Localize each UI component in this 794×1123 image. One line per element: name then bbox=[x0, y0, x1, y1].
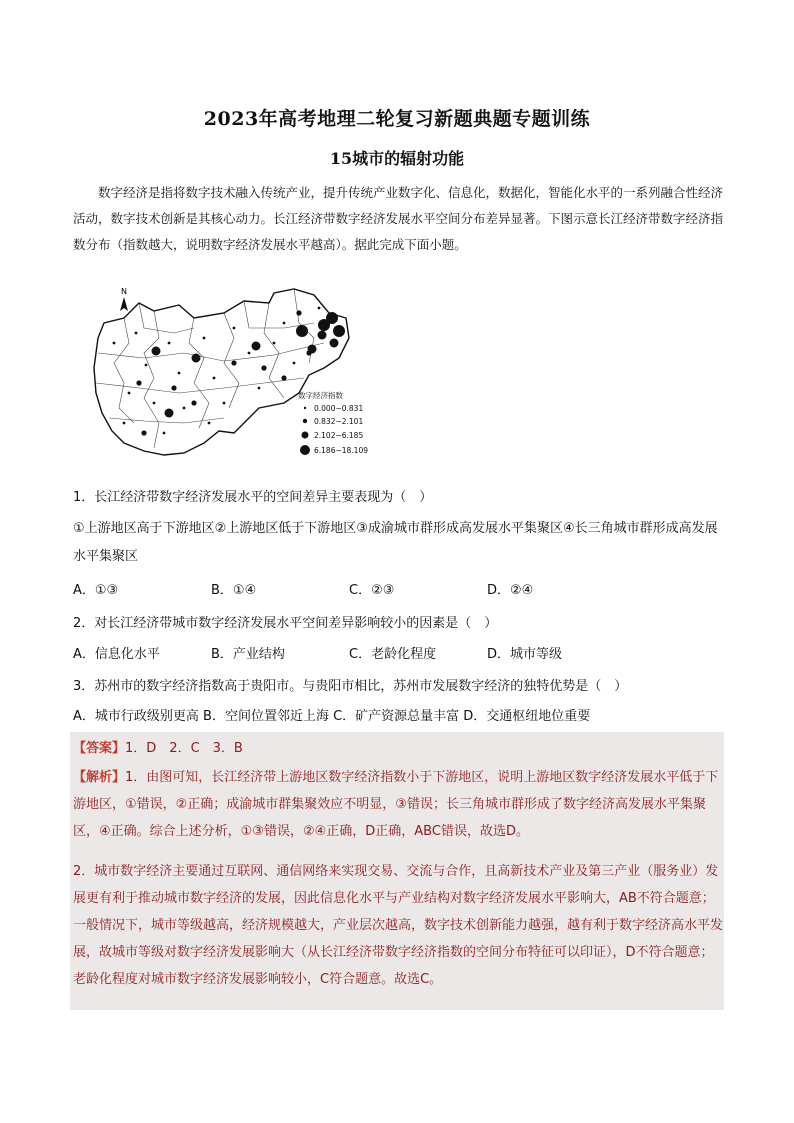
svg-text:0.832~2.101: 0.832~2.101 bbox=[314, 417, 364, 426]
intro-paragraph: 数字经济是指将数字技术融入传统产业，提升传统产业数字化、信息化，数据化，智能化水平的一系列融合性经济活动，数字技术创新是其核心动力。长江经济带数字经济发展水平空间分布差异显著。下图示意长江经济带数字经济指数分布（指数越大，说明数字经济发展水平越高）。据此完成下面小题。 bbox=[73, 185, 724, 252]
svg-text:N: N bbox=[121, 287, 127, 296]
question-3-stem: 3．苏州市的数字经济指数高于贵阳市。与贵阳市相比，苏州市发展数字经济的独特优势是（ ） bbox=[73, 679, 628, 694]
map-legend bbox=[298, 390, 368, 455]
question-2-stem: 2．对长江经济带城市数字经济发展水平空间差异影响较小的因素是（ ） bbox=[73, 616, 498, 631]
question-1-options bbox=[73, 579, 723, 598]
svg-text:0.000~0.831: 0.000~0.831 bbox=[314, 404, 364, 413]
question-1-stem: 1．长江经济带数字经济发展水平的空间差异主要表现为（ ） bbox=[73, 490, 433, 505]
legend-title: 数字经济指数 bbox=[298, 391, 343, 400]
option-b: B．①④ bbox=[211, 583, 257, 598]
yangtze-economic-belt-map bbox=[84, 283, 380, 473]
analysis-paragraph-1: 【解析】1．由图可知，长江经济带上游地区数字经济指数小于下游地区，说明上游地区数字经济发展水平低于下游地区，①错误，②正确；成渝城市群集聚效应不明显，③错误；长三角城市群形成了数字经济高发展水平集聚区，④正确。综合上述分析，①③错误，②④正确，D正确，ABC错误，故选D。 bbox=[73, 770, 719, 839]
answer-text: 1．D 2．C 3．B bbox=[125, 741, 243, 756]
option-b: B．产业结构 bbox=[211, 647, 285, 662]
analysis-tag: 【解析】 bbox=[73, 770, 126, 785]
answer-tag: 【答案】 bbox=[73, 741, 126, 756]
option-c: C．老龄化程度 bbox=[349, 647, 437, 662]
answer-line bbox=[73, 735, 723, 762]
analysis-paragraph-2: 2．城市数字经济主要通过互联网、通信网络来实现交易、交流与合作，且高新技术产业及第三产业（服务业）发展更有利于推动城市数字经济的发展，因此信息化水平与产业结构对数字经济发展水平影响大，AB不符合题意；一般情况下，城市等级越高，经济规模越大，产业层次越高，数字技术创新能力越强，越有利于数字经济高水平发展，故城市等级对数字经济发展影响大（从长江经济带数字经济指数的空间分布特征可以印证），D不符合题意；老龄化程度对城市数字经济发展影响较小，C符合题意。故选C。 bbox=[73, 864, 724, 987]
option-c: C．②③ bbox=[349, 583, 395, 598]
question-3-options: A．城市行政级别更高 B．空间位置邻近上海 C．矿产资源总量丰富 D．交通枢纽地位重要 bbox=[73, 709, 591, 724]
map-region-outline bbox=[94, 289, 349, 455]
svg-text:6.186~18.109: 6.186~18.109 bbox=[314, 446, 368, 455]
question-1-statements: ①上游地区高于下游地区②上游地区低于下游地区③成渝城市群形成高发展水平集聚区④长三角城市群形成高发展水平集聚区 bbox=[73, 521, 718, 564]
page-title: 2023年高考地理二轮复习新题典题专题训练 bbox=[203, 108, 591, 130]
page-subtitle: 15城市的辐射功能 bbox=[329, 149, 465, 168]
svg-text:2.102~6.185: 2.102~6.185 bbox=[314, 431, 364, 440]
question-2-options bbox=[73, 643, 723, 662]
option-d: D．城市等级 bbox=[487, 647, 563, 662]
option-d: D．②④ bbox=[487, 583, 534, 598]
north-arrow-icon bbox=[120, 287, 128, 311]
option-a: A．信息化水平 bbox=[73, 647, 160, 662]
option-a: A．①③ bbox=[73, 583, 119, 598]
